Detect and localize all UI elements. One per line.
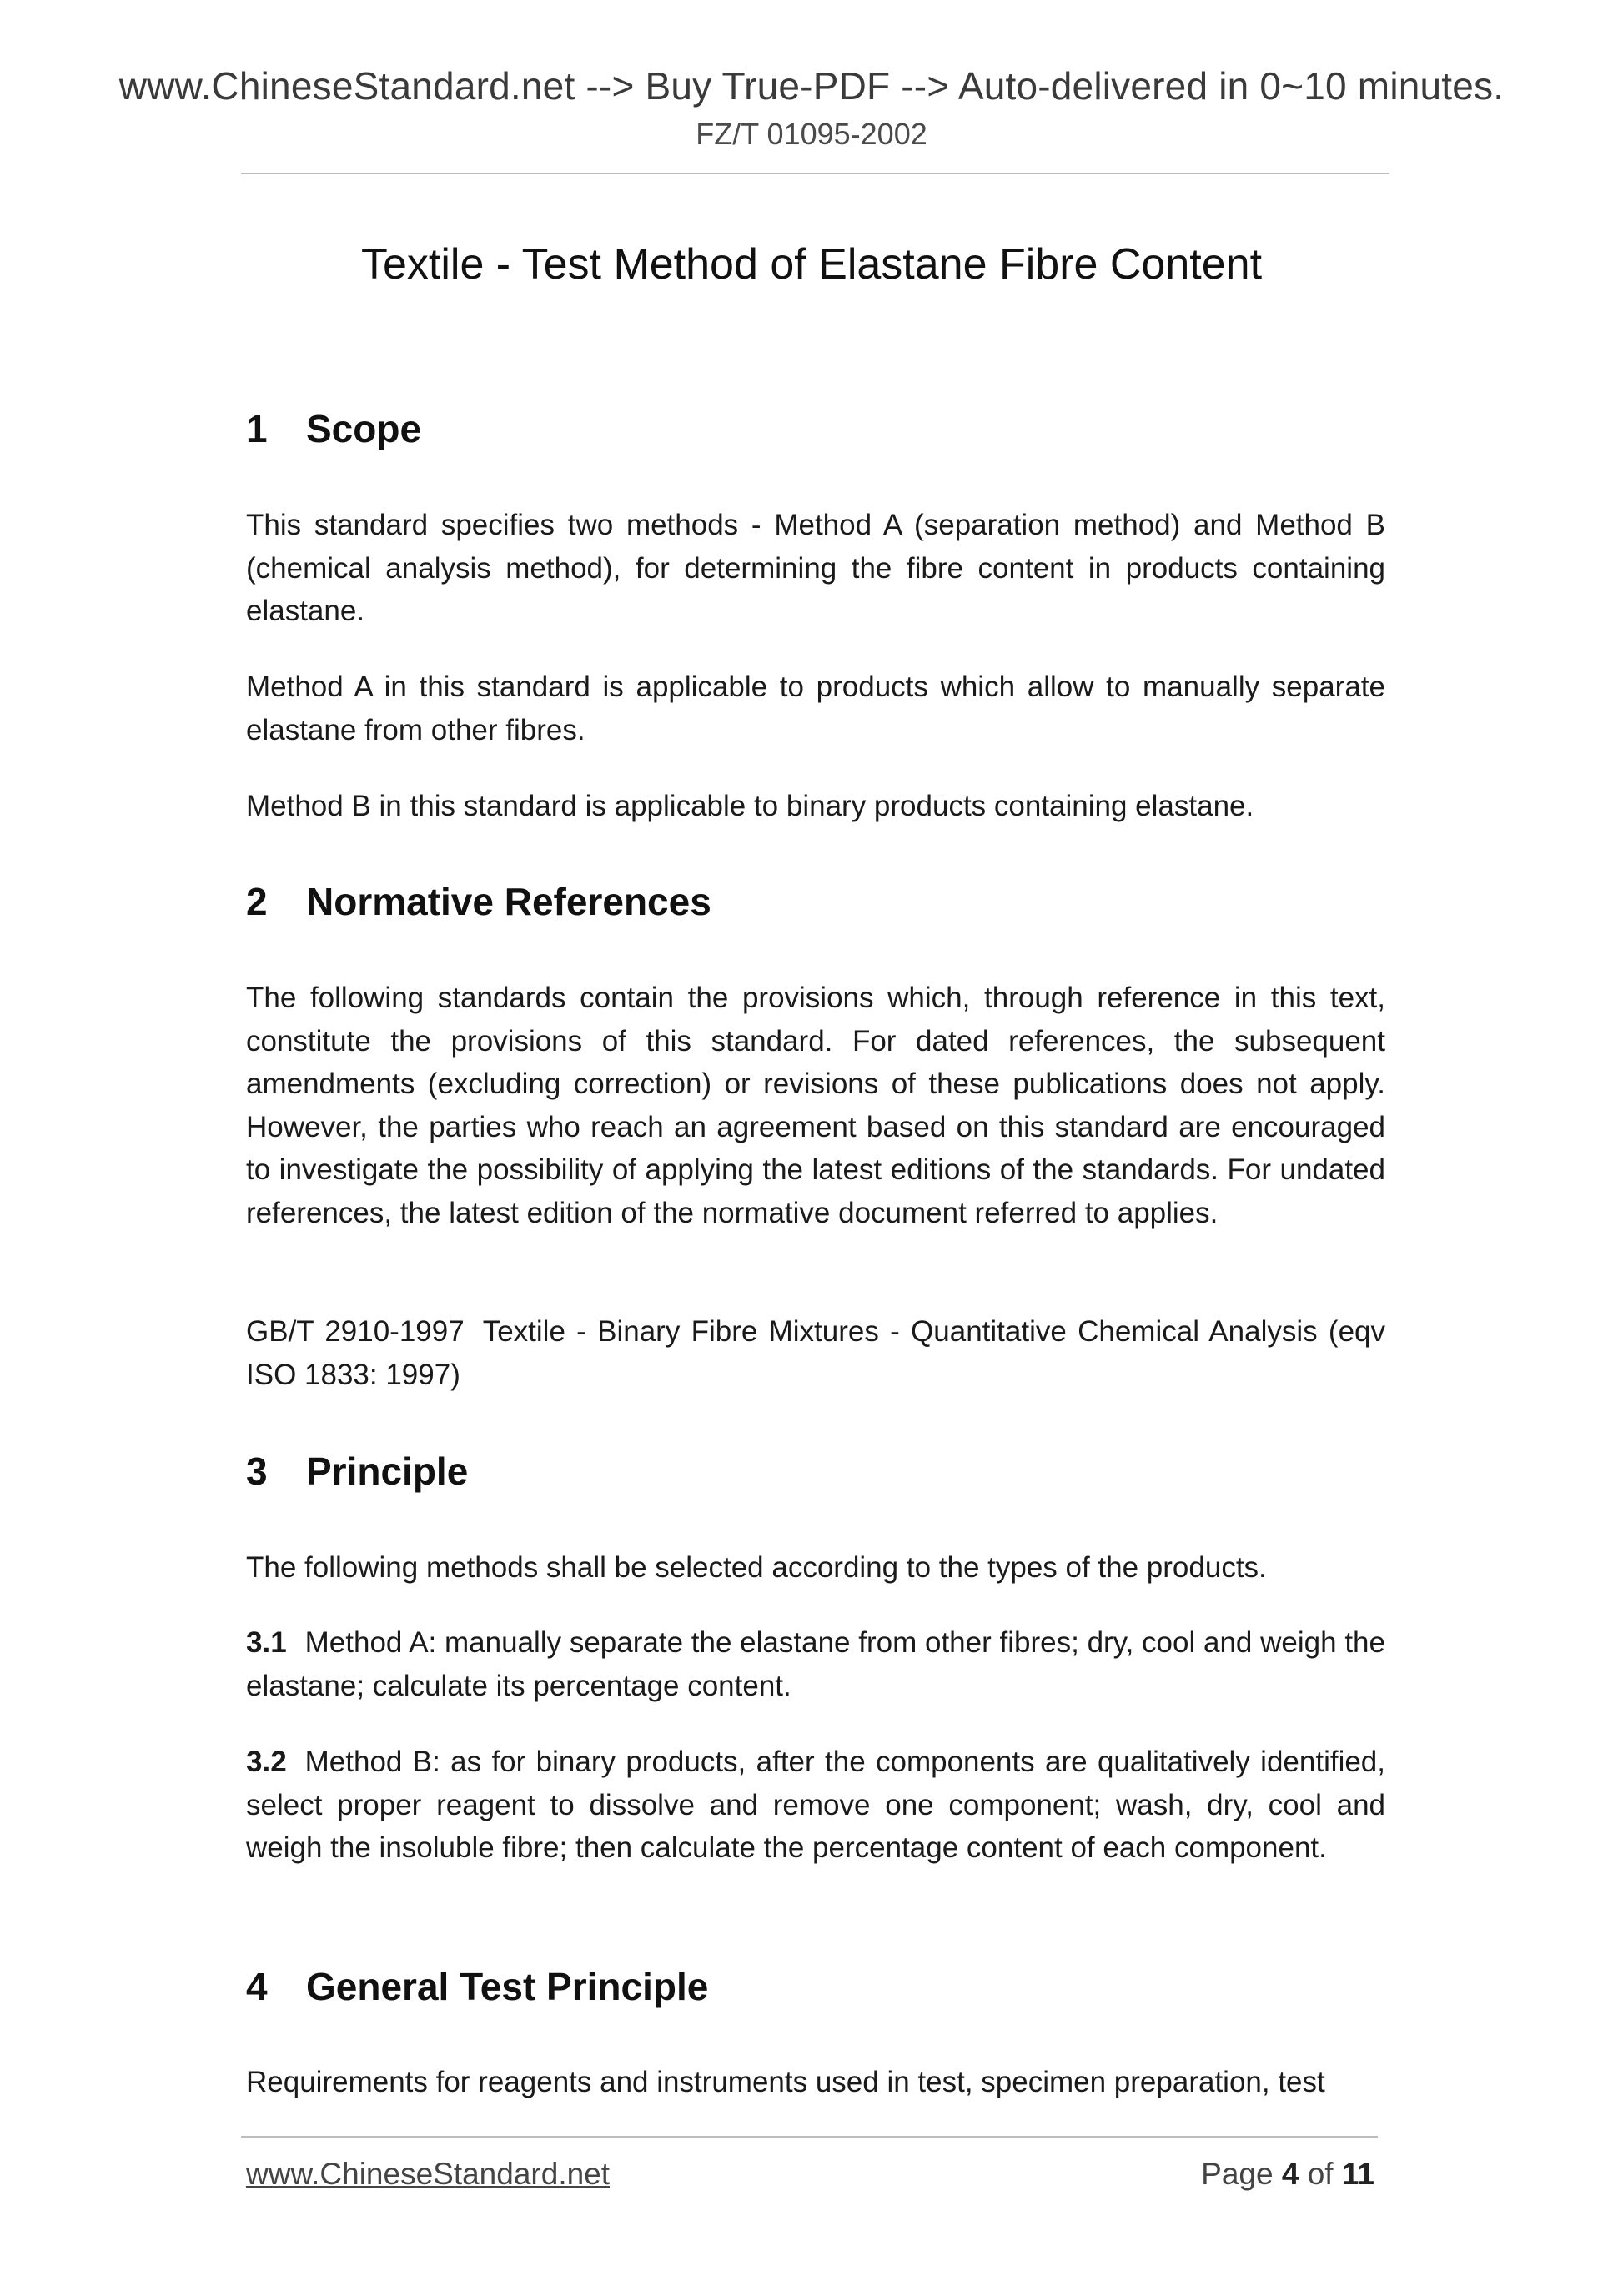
section-heading-scope: [246, 406, 421, 451]
reference-title: Textile - Binary Fibre Mixtures - Quantitative Chemical Analysis (eqv ISO 1833: 1997): [246, 1315, 1385, 1391]
clause-text: Method B: as for binary products, after the components are qualitatively identified, select proper reagent to dissolve and remove one component; wash, dry, cool and weigh the insoluble fibre; then calculate the percentage content of each component.: [246, 1746, 1385, 1864]
section-number: 2: [246, 880, 268, 923]
total-pages: 11: [1341, 2157, 1374, 2191]
clause-text: Method A: manually separate the elastane from other fibres; dry, cool and weigh the elastane; calculate its percentage content.: [246, 1626, 1385, 1702]
section-heading-principle: [246, 1449, 468, 1494]
section-number: 1: [246, 407, 268, 450]
reference-entry: [246, 1310, 1385, 1396]
clause-3-1: [246, 1621, 1385, 1707]
paragraph: Requirements for reagents and instruments used in test, specimen preparation, test: [246, 2066, 1325, 2098]
section-number: 4: [246, 1965, 268, 2008]
section-title: Scope: [306, 407, 422, 450]
section-heading-general-test-principle: [246, 1964, 708, 2009]
paragraph: The following standards contain the provisions which, through reference in this text, constitute the provisions of this standard. For dated references, the subsequent amendments (excluding correction) or revisions of these publications does not apply. However, the parties who reach an agreement based on this standard are encouraged to investigate the possibility of applying the latest editions of the standards. For undated references, the latest edition of the normative document referred to applies.: [246, 982, 1385, 1229]
paragraph: The following methods shall be selected according to the types of the products.: [246, 1551, 1267, 1584]
clause-number: 3.1: [246, 1626, 287, 1659]
footer-site-link[interactable]: www.ChineseStandard.net: [246, 2157, 611, 2191]
page-indicator: [1201, 2157, 1374, 2192]
clause-number: 3.2: [246, 1746, 287, 1778]
section-title: Normative References: [306, 880, 711, 923]
section-title: General Test Principle: [306, 1965, 709, 2008]
standard-code: FZ/T 01095-2002: [696, 117, 927, 151]
document-title: Textile - Test Method of Elastane Fibre Content: [360, 240, 1263, 289]
section-heading-normative-references: [246, 879, 711, 924]
page-label: Page: [1201, 2157, 1274, 2191]
paragraph: Method A in this standard is applicable to products which allow to manually separate elastane from other fibres.: [246, 671, 1385, 746]
paragraph: Method B in this standard is applicable to binary products containing elastane.: [246, 790, 1254, 822]
reference-code: GB/T 2910-1997: [246, 1315, 465, 1348]
clause-3-2: [246, 1741, 1385, 1870]
paragraph: This standard specifies two methods - Method A (separation method) and Method B (chemical analysis method), for determining the fibre content in products containing elastane.: [246, 509, 1385, 627]
page-of: of: [1307, 2157, 1334, 2191]
header-banner: www.ChineseStandard.net --> Buy True-PDF --> Auto-delivered in 0~10 minutes.: [118, 64, 1505, 108]
footer-divider: [241, 2136, 1378, 2138]
section-number: 3: [246, 1449, 268, 1493]
header-divider: [241, 173, 1389, 174]
current-page: 4: [1281, 2157, 1299, 2191]
section-title: Principle: [306, 1449, 469, 1493]
